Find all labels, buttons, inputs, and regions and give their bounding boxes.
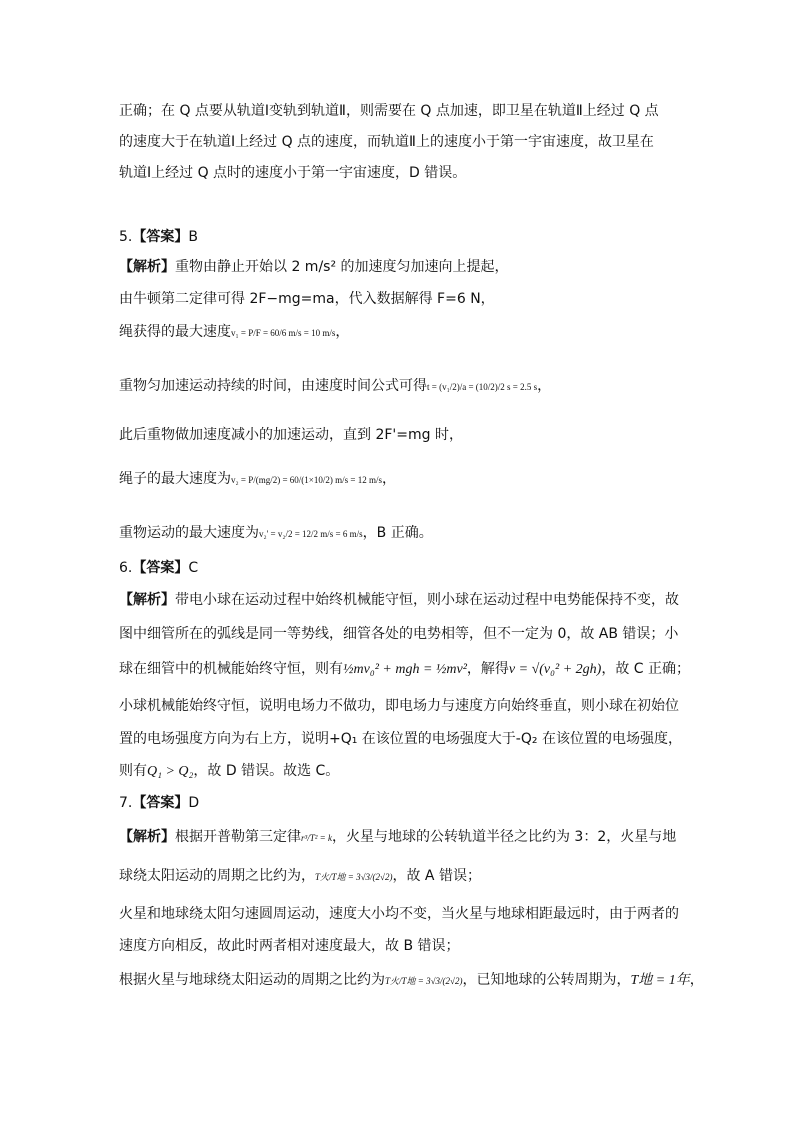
formula: T火/T地 = 3√3/(2√2) [385,976,463,986]
text-line: 图中细管所在的弧线是同一等势线，细管各处的电势相等，但不一定为 0，故 AB 错误；小 [119,626,679,642]
formula: v₂' = v₂/2 = 12/2 m/s = 6 m/s [259,529,363,539]
text-segment: ， [381,471,396,487]
answer-value: C [188,560,199,576]
answer-value: B [188,229,198,245]
text-segment: ， [335,324,350,340]
answer-line [119,227,198,247]
text-line: 置的电场强度方向为右上方，说明+Q₁ 在该位置的电场强度大于-Q₂ 在该位置的电场强度， [119,731,682,747]
answer-value: D [188,795,200,811]
text-line [119,866,481,886]
text-line: 火星和地球绕太阳匀速圆周运动，速度大小均不变，当火星与地球相距最远时，由于两者的 [119,906,679,922]
text-line: 正确；在 Q 点要从轨道Ⅰ变轨到轨道Ⅱ，则需要在 Q 点加速，即卫星在轨道Ⅱ上经过 Q 点 [119,103,659,119]
text-segment: ，已知地球的公转周期为， [462,972,631,988]
text-line [119,523,433,543]
text-line [119,761,339,782]
text-line [119,590,679,610]
answer-tag: 【答案】 [132,229,189,245]
answer-tag: 【答案】 [132,560,189,576]
text-line [119,257,509,277]
text-line: 由牛顿第二定律可得 2F−mg=ma，代入数据解得 F=6 N， [119,291,495,307]
text-line [119,659,690,680]
text-line [119,469,396,489]
text-segment: 球在细管中的机械能始终守恒，则有 [119,661,343,677]
text-line [119,827,676,847]
formula: t = (v₁/2)/a = (10/2)/2 s = 2.5 s [427,382,538,392]
text-segment: ，B 正确。 [362,525,433,541]
answer-line [119,558,198,578]
question-number: 5. [119,229,133,245]
formula: v₁ = P/F = 60/6 m/s = 10 m/s [231,328,336,338]
text-line: 速度方向相反，故此时两者相对速度最大，故 B 错误； [119,938,460,954]
text-line: 的速度大于在轨道Ⅰ上经过 Q 点的速度，而轨道Ⅱ上的速度小于第一宇宙速度，故卫星在 [119,134,654,150]
question-number: 6. [119,560,133,576]
text-segment: ，故 C 正确； [601,661,691,677]
formula: v = √(v₀² + 2gh) [508,662,602,677]
formula: T火/T地 = 3√3/(2√2) [315,872,393,882]
text-segment: 带电小球在运动过程中始终机械能守恒，则小球在运动过程中电势能保持不变，故 [175,592,679,608]
text-segment: ，解得 [466,661,509,677]
text-line: 轨道Ⅰ上经过 Q 点时的速度小于第一宇宙速度，D 错误。 [119,165,467,181]
question-number: 7. [119,795,133,811]
answer-line [119,793,199,813]
analysis-tag: 【解析】 [119,592,175,608]
text-line [119,322,349,342]
text-segment: ， [537,378,552,394]
analysis-tag: 【解析】 [119,829,175,845]
text-line [119,376,551,396]
formula: r³/T² = k [301,833,332,843]
analysis-tag: 【解析】 [119,259,175,275]
text-segment: 重物由静止开始以 2 m/s² 的加速度匀加速向上提起， [175,259,509,275]
text-segment: ，火星与地球的公转轨道半径之比约为 3：2，火星与地 [331,829,677,845]
text-segment: 绳获得的最大速度 [119,324,231,340]
formula: v₂ = P/(mg/2) = 60/(1×10/2) m/s = 12 m/s [231,475,382,485]
text-segment: 重物匀加速运动持续的时间，由速度时间公式可得 [119,378,427,394]
answer-tag: 【答案】 [132,795,189,811]
text-segment: 绳子的最大速度为 [119,471,231,487]
formula: ½mv₀² + mgh = ½mv² [343,662,467,677]
text-line [119,970,704,991]
text-line: 此后重物做加速度减小的加速运动，直到 2F'=mg 时， [119,427,463,443]
text-line: 小球机械能始终守恒，说明电场力不做功，即电场力与速度方向始终垂直，则小球在初始位 [119,698,679,714]
text-segment: 重物运动的最大速度为 [119,525,259,541]
text-segment: ， [689,972,704,988]
formula: T地 = 1年 [630,973,690,988]
text-segment: 根据火星与地球绕太阳运动的周期之比约为 [119,972,385,988]
text-segment: 则有 [119,763,147,779]
text-segment: 球绕太阳运动的周期之比约为， [119,868,315,884]
text-segment: ，故 A 错误； [392,868,481,884]
text-segment: ，故 D 错误。故选 C。 [193,763,340,779]
formula: Q₁ > Q₂ [147,764,194,779]
text-segment: 根据开普勒第三定律 [175,829,301,845]
